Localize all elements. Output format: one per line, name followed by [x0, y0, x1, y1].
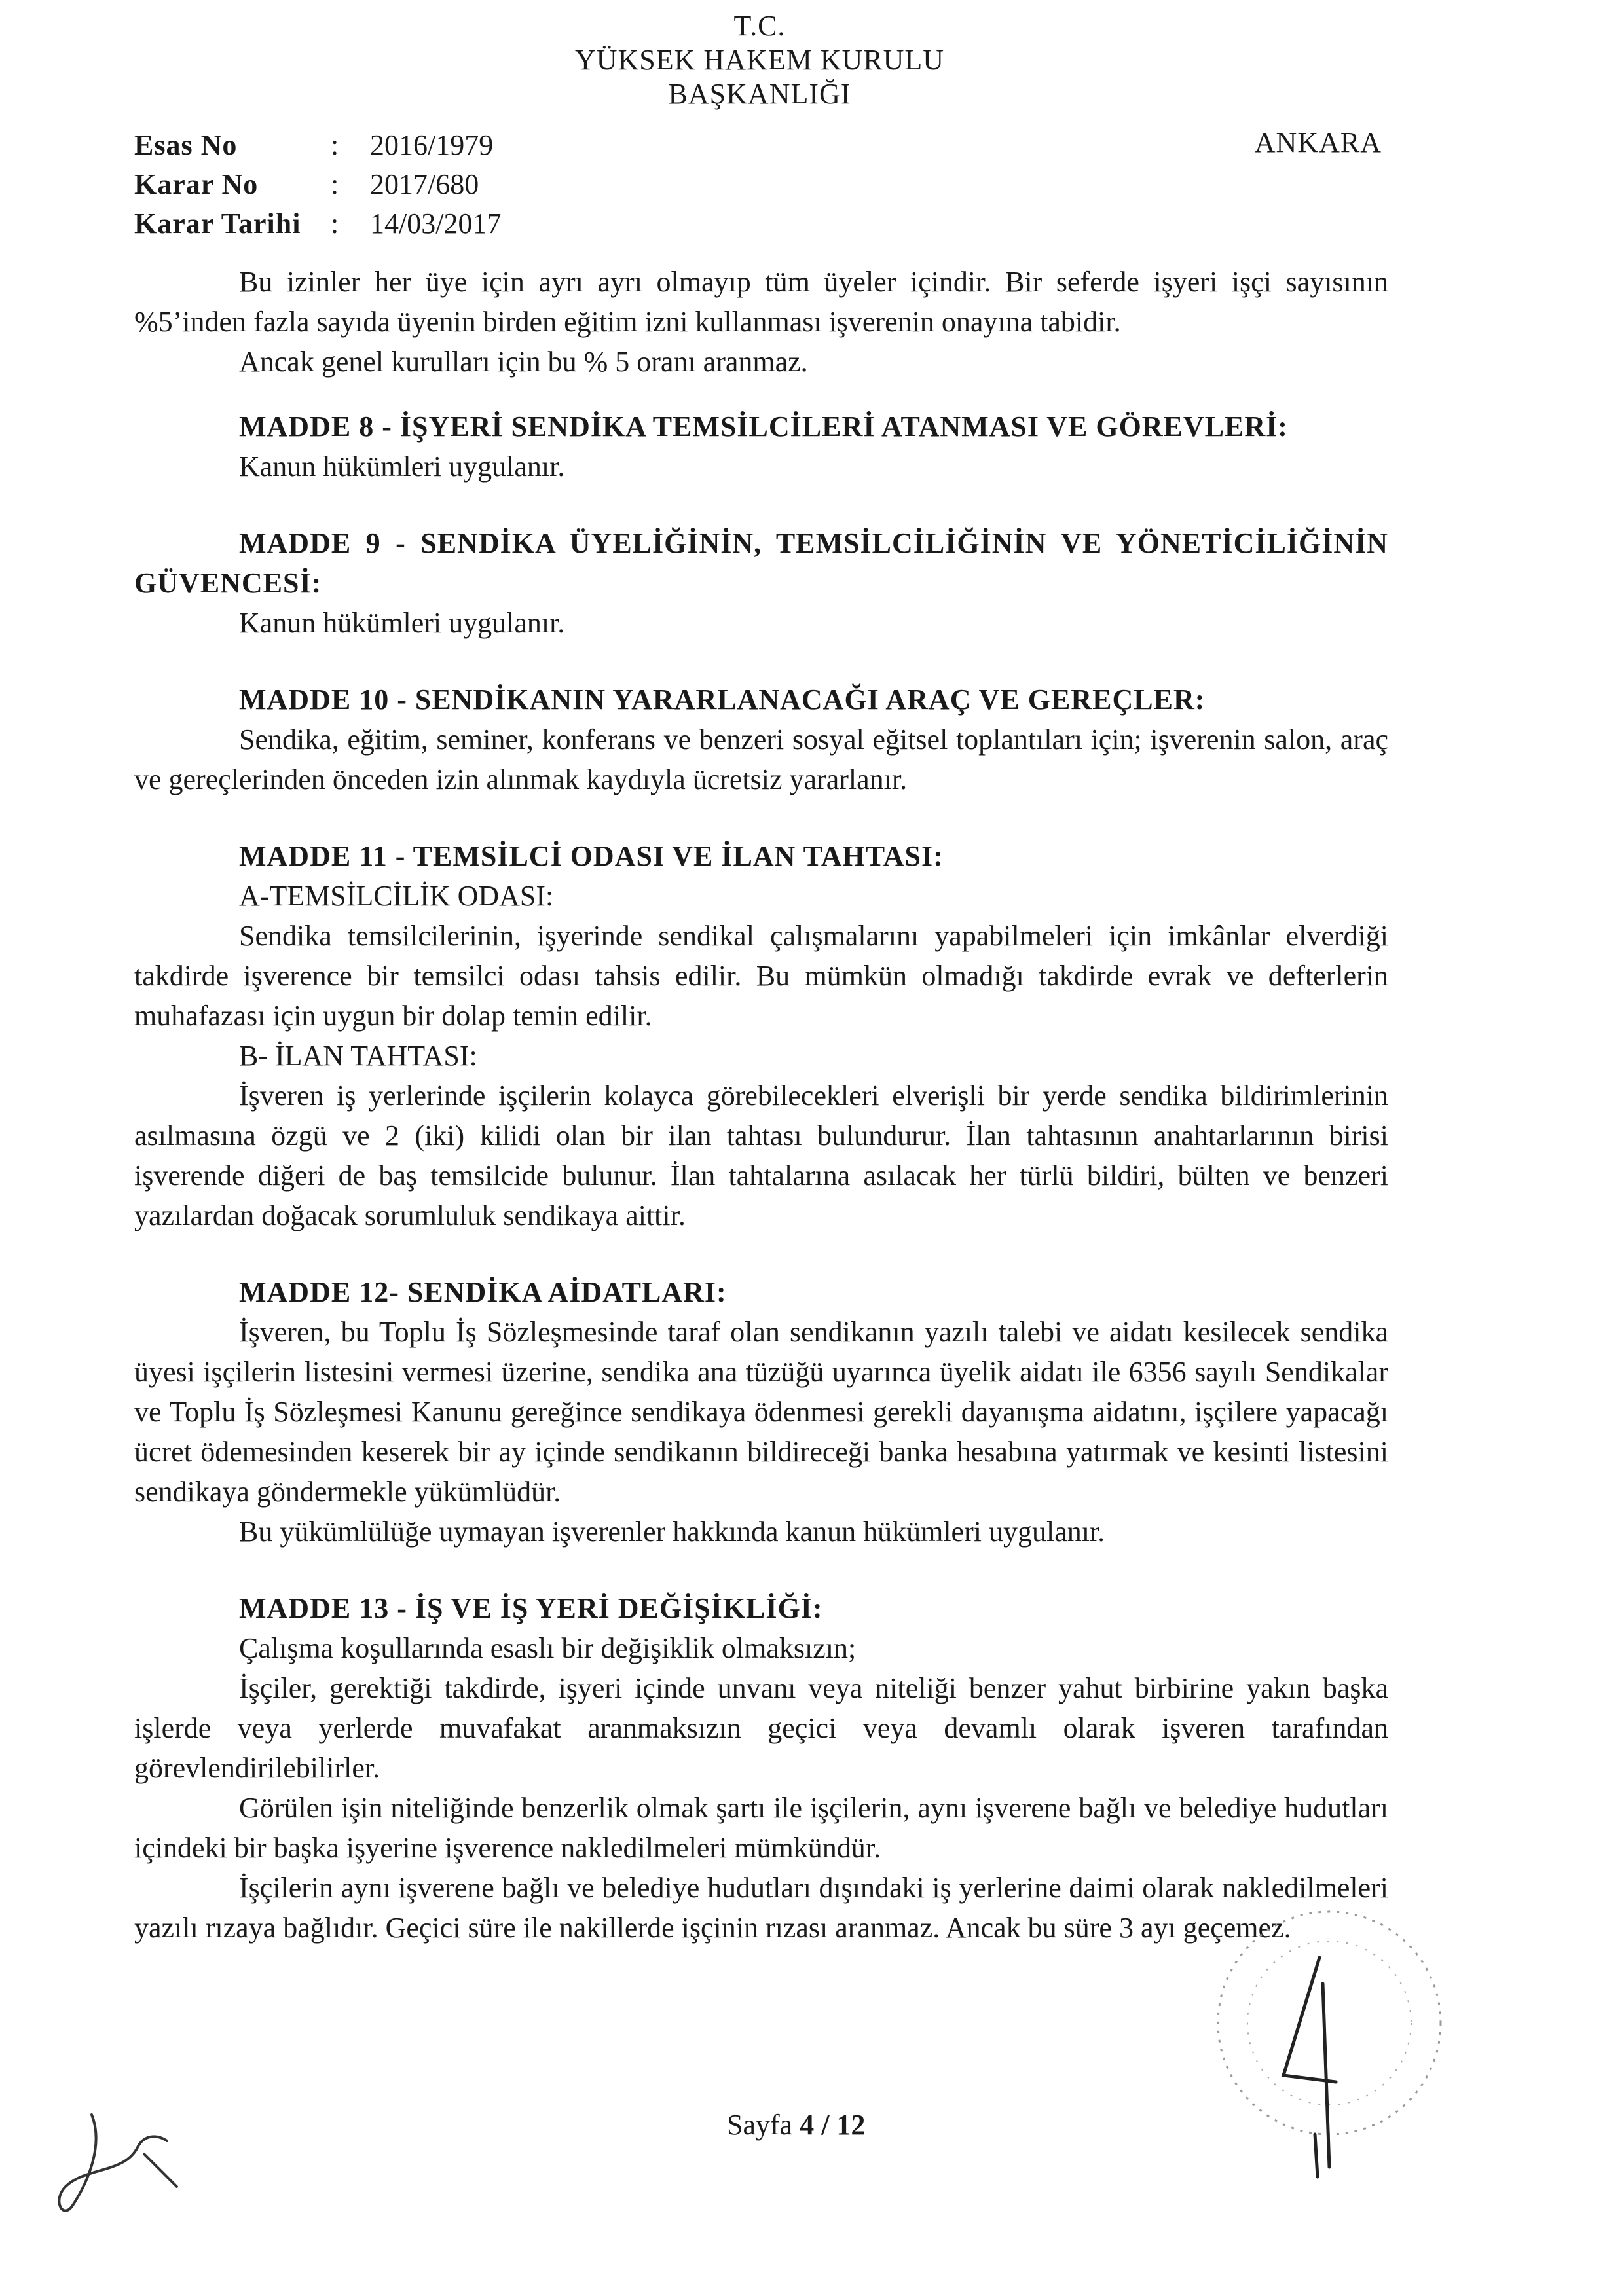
- article-13-heading: MADDE 13 - İŞ VE İŞ YERİ DEĞİŞİKLİĞİ:: [239, 1592, 823, 1624]
- article-8-heading: MADDE 8 - İŞYERİ SENDİKA TEMSİLCİLERİ ATANMASI VE GÖREVLERİ:: [239, 410, 1288, 443]
- meta-key: Esas No: [134, 129, 238, 161]
- article-13-text: Görülen işin niteliğinde benzerlik olmak şartı ile işçilerin, aynı işverene bağlı ve belediye hudutları içindeki bir başka işyerine işverence nakledilmeleri mümkündür.: [134, 1792, 1388, 1864]
- header-line-institution: YÜKSEK HAKEM KURULU: [574, 44, 945, 76]
- article-12-text: Bu yükümlülüğe uymayan işverenler hakkında kanun hükümleri uygulanır.: [239, 1516, 1105, 1548]
- meta-key: Karar Tarihi: [134, 208, 301, 240]
- page-label: Sayfa: [727, 2109, 793, 2141]
- meta-separator: :: [331, 168, 339, 200]
- header-line-tc: T.C.: [733, 10, 786, 42]
- article-11-heading: MADDE 11 - TEMSİLCİ ODASI VE İLAN TAHTASI:: [239, 840, 944, 872]
- institution-header: [511, 9, 1008, 111]
- article-11-text-b: İşveren iş yerlerinde işçilerin kolayca görebilecekleri elverişli bir yerde sendika bildirimlerinin asılmasına özgü ve 2 (iki) kilidi olan bir ilan tahtası bulundurur. İlan tahtasının anahtarlarının birisi işverende diğeri de baş temsilcide bulunur. İlan tahtalarına asılacak her türlü bildiri, bülten ve benzeri yazılardan doğacak sorumluluk sendikaya aittir.: [134, 1080, 1388, 1231]
- document-body: [134, 262, 1388, 1948]
- meta-key: Karar No: [134, 168, 259, 200]
- article-10-text: Sendika, eğitim, seminer, konferans ve benzeri sosyal eğitsel toplantıları için; işverenin salon, araç ve gereçlerinden önceden izin alınmak kaydıyla ücretsiz yararlanır.: [134, 723, 1388, 795]
- header-line-presidency: BAŞKANLIĞI: [668, 78, 851, 110]
- article-13-text: İşçiler, gerektiği takdirde, işyeri içinde unvanı veya niteliği benzer yahut birbirine yakın başka işlerde veya yerlerde muvafakat aranmaksızın geçici veya devamlı olarak işveren tarafından görevlendirilebilirler.: [134, 1672, 1388, 1784]
- paragraph: Ancak genel kurulları için bu % 5 oranı aranmaz.: [239, 346, 808, 378]
- article-8-text: Kanun hükümleri uygulanır.: [239, 450, 565, 483]
- meta-row-tarih: [134, 204, 501, 244]
- article-9-heading: MADDE 9 - SENDİKA ÜYELİĞİNİN, TEMSİLCİLİĞİNİN VE YÖNETİCİLİĞİNİN GÜVENCESİ:: [134, 527, 1388, 599]
- meta-separator: :: [331, 208, 339, 240]
- page-value: 4 / 12: [800, 2109, 866, 2141]
- official-seal-stamp: [1166, 1886, 1467, 2187]
- initials-signature: [46, 2095, 190, 2226]
- meta-value: 2016/1979: [370, 129, 494, 161]
- meta-separator: :: [331, 129, 339, 161]
- paragraph: Bu izinler her üye için ayrı ayrı olmayıp tüm üyeler içindir. Bir seferde işyeri işçi sayısının %5’inden fazla sayıda üyenin birden eğitim izni kullanması işverenin onayına tabidir.: [134, 266, 1388, 338]
- article-11-text-a: Sendika temsilcilerinin, işyerinde sendikal çalışmalarını yapabilmeleri için imkânlar elverdiği takdirde işverence bir temsilci odası tahsis edilir. Bu mümkün olmadığı takdirde evrak ve defterlerin muhafazası için uygun bir dolap temin edilir.: [134, 920, 1388, 1032]
- article-11-subheading-b: B- İLAN TAHTASI:: [239, 1040, 477, 1072]
- article-13-text: Çalışma koşullarında esaslı bir değişiklik olmaksızın;: [239, 1632, 857, 1664]
- article-10-heading: MADDE 10 - SENDİKANIN YARARLANACAĞI ARAÇ VE GEREÇLER:: [239, 683, 1206, 716]
- meta-value: 14/03/2017: [370, 208, 502, 240]
- article-9-text: Kanun hükümleri uygulanır.: [239, 607, 565, 639]
- page-number: [727, 2108, 865, 2141]
- article-11-subheading-a: A-TEMSİLCİLİK ODASI:: [239, 880, 554, 912]
- meta-value: 2017/680: [370, 168, 479, 200]
- city-label: ANKARA: [1254, 126, 1382, 158]
- article-13-text: İşçilerin aynı işverene bağlı ve belediye hudutları dışındaki iş yerlerine daimi olarak nakledilmeleri yazılı rızaya bağlıdır. Geçici süre ile nakillerde işçinin rızası aranmaz. Ancak bu süre 3 ayı geçemez.: [134, 1872, 1388, 1944]
- case-meta: [134, 126, 501, 244]
- article-12-heading: MADDE 12- SENDİKA AİDATLARI:: [239, 1276, 727, 1308]
- meta-row-esas: [134, 126, 501, 165]
- meta-row-karar: [134, 165, 501, 204]
- article-12-text: İşveren, bu Toplu İş Sözleşmesinde taraf olan sendikanın yazılı talebi ve aidatı kesilecek sendika üyesi işçilerin listesini vermesi üzerine, sendika ana tüzüğü uyarınca üyelik aidatı ile 6356 sayılı Sendikalar ve Toplu İş Sözleşmesi Kanunu gereğince sendikaya ödenmesi gerekli dayanışma aidatını, işçilere yapacağı ücret ödemesinden keserek bir ay içinde sendikanın bildireceği banka hesabına yatırmak ve kesinti listesini sendikaya göndermekle yükümlüdür.: [134, 1316, 1388, 1508]
